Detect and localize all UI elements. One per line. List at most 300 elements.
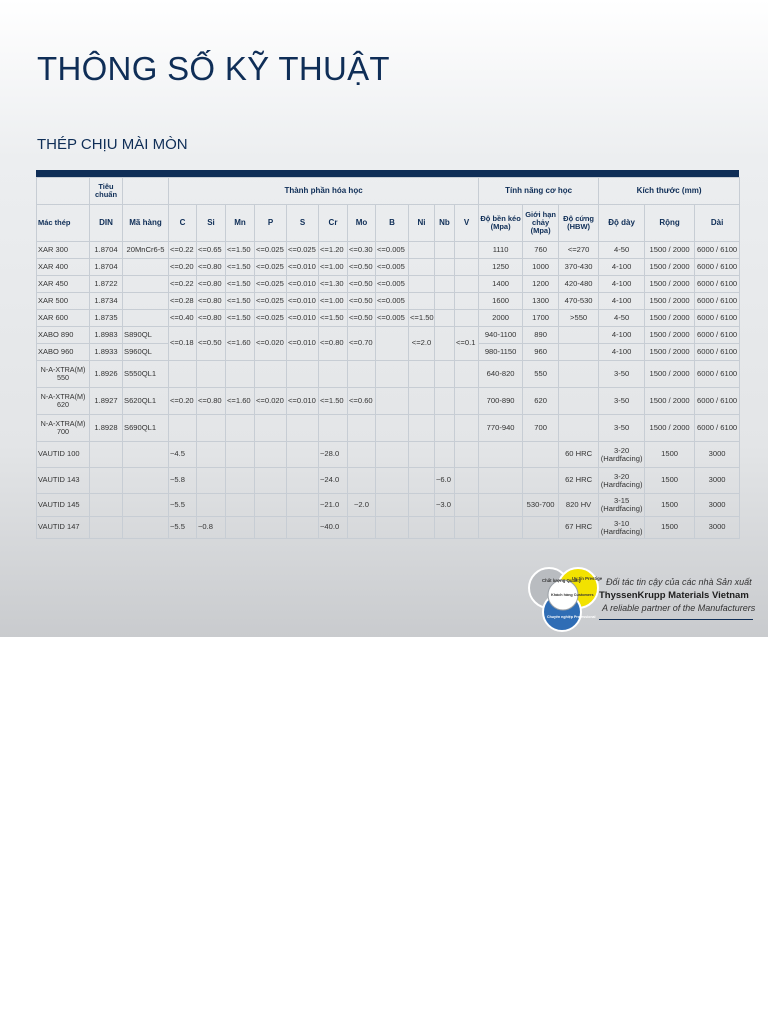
cell-ni [409, 259, 435, 276]
col-grade: Mác thép [37, 205, 90, 242]
cell-c: <=0.20 [169, 259, 197, 276]
cell-v [455, 442, 479, 468]
cell-din: 1.8704 [90, 259, 123, 276]
cell-c: ~4.5 [169, 442, 197, 468]
cell-s [287, 468, 319, 494]
cell-code: S620QL1 [123, 388, 169, 415]
cell-s [287, 442, 319, 468]
table-row [37, 494, 740, 517]
cell-cr [319, 361, 348, 388]
cell-tensile: 2000 [479, 310, 523, 327]
cell-length: 6000 / 6100 [695, 388, 740, 415]
cell-v [455, 494, 479, 517]
cell-din: 1.8983 [90, 327, 123, 344]
cell-p: <=0.025 [255, 293, 287, 310]
cell-hardness: 60 HRC [559, 442, 599, 468]
cell-code [123, 276, 169, 293]
cell-hardness: 470-530 [559, 293, 599, 310]
col-din: DIN [90, 205, 123, 242]
cell-cr [319, 415, 348, 442]
header-composition: Thành phần hóa học [169, 178, 479, 205]
cell-p [255, 494, 287, 517]
cell-nb [435, 259, 455, 276]
cell-tensile: 1250 [479, 259, 523, 276]
cell-yield: 700 [523, 415, 559, 442]
table-row [37, 442, 740, 468]
col-cr: Cr [319, 205, 348, 242]
col-mo: Mo [348, 205, 376, 242]
col-length: Dài [695, 205, 740, 242]
cell-nb [435, 442, 455, 468]
cell-hardness: 62 HRC [559, 468, 599, 494]
cell-mo: ~2.0 [348, 494, 376, 517]
cell-tensile [479, 494, 523, 517]
cell-width: 1500 / 2000 [645, 388, 695, 415]
cell-nb: ~6.0 [435, 468, 455, 494]
tagline-english: A reliable partner of the Manufacturers [602, 603, 756, 613]
cell-thickness: 4-100 [599, 276, 645, 293]
cell-c: <=0.22 [169, 242, 197, 259]
header-blank [37, 178, 90, 205]
cell-code [123, 494, 169, 517]
cell-code [123, 259, 169, 276]
col-code: Mã hàng [123, 205, 169, 242]
cell-c: <=0.28 [169, 293, 197, 310]
cell-yield: 1000 [523, 259, 559, 276]
cell-grade: N-A-XTRA(M) 700 [37, 415, 90, 442]
cell-width: 1500 / 2000 [645, 310, 695, 327]
cell-thickness: 3-15 (Hardfacing) [599, 494, 645, 517]
cell-c: <=0.20 [169, 388, 197, 415]
cell-s: <=0.010 [287, 276, 319, 293]
cell-b [376, 517, 409, 539]
cell-yield: 760 [523, 242, 559, 259]
cell-thickness: 3-50 [599, 415, 645, 442]
cell-v [455, 259, 479, 276]
cell-mo [348, 415, 376, 442]
cell-width: 1500 / 2000 [645, 344, 695, 361]
cell-code [123, 442, 169, 468]
cell-length: 6000 / 6100 [695, 310, 740, 327]
col-c: C [169, 205, 197, 242]
cell-tensile: 1110 [479, 242, 523, 259]
cell-cr: ~28.0 [319, 442, 348, 468]
cell-mo: <=0.50 [348, 310, 376, 327]
cell-ni [409, 388, 435, 415]
cell-s: <=0.010 [287, 259, 319, 276]
cell-p: <=0.020 [255, 388, 287, 415]
cell-tensile: 640-820 [479, 361, 523, 388]
cell-tensile [479, 468, 523, 494]
cell-yield [523, 442, 559, 468]
cell-width: 1500 [645, 468, 695, 494]
cell-ni [409, 361, 435, 388]
cell-v [455, 468, 479, 494]
cell-b [376, 327, 409, 361]
cell-mo: <=0.50 [348, 276, 376, 293]
cell-code: S690QL1 [123, 415, 169, 442]
cell-mn [226, 494, 255, 517]
cell-din: 1.8933 [90, 344, 123, 361]
table-row [37, 327, 740, 344]
table-row [37, 361, 740, 388]
header-row-group [37, 178, 740, 205]
cell-p: <=0.025 [255, 276, 287, 293]
cell-mo: <=0.50 [348, 293, 376, 310]
cell-s [287, 494, 319, 517]
cell-din [90, 442, 123, 468]
cell-din: 1.8926 [90, 361, 123, 388]
cell-thickness: 4-100 [599, 344, 645, 361]
cell-grade: XABO 960 [37, 344, 90, 361]
header-blank-code [123, 178, 169, 205]
cell-grade: XAR 300 [37, 242, 90, 259]
cell-thickness: 3-20 (Hardfacing) [599, 442, 645, 468]
cell-c [169, 361, 197, 388]
col-ni: Ni [409, 205, 435, 242]
cell-thickness: 4-100 [599, 259, 645, 276]
cell-mo [348, 361, 376, 388]
spec-table [36, 177, 740, 539]
cell-din: 1.8704 [90, 242, 123, 259]
cell-grade: N-A-XTRA(M) 620 [37, 388, 90, 415]
cell-ni [409, 494, 435, 517]
cell-din: 1.8735 [90, 310, 123, 327]
cell-c: <=0.18 [169, 327, 197, 361]
cell-hardness: 820 HV [559, 494, 599, 517]
cell-si [197, 494, 226, 517]
cell-hardness [559, 415, 599, 442]
cell-width: 1500 / 2000 [645, 327, 695, 344]
cell-mn: <=1.50 [226, 242, 255, 259]
cell-tensile: 700-890 [479, 388, 523, 415]
cell-tensile [479, 442, 523, 468]
cell-v [455, 517, 479, 539]
cell-width: 1500 [645, 442, 695, 468]
cell-v [455, 293, 479, 310]
cell-hardness: 370-430 [559, 259, 599, 276]
cell-c: ~5.5 [169, 517, 197, 539]
cell-yield [523, 468, 559, 494]
cell-p: <=0.025 [255, 259, 287, 276]
cell-yield: 960 [523, 344, 559, 361]
cell-width: 1500 [645, 517, 695, 539]
cell-nb [435, 388, 455, 415]
cell-yield: 620 [523, 388, 559, 415]
cell-hardness: >550 [559, 310, 599, 327]
cell-thickness: 4-50 [599, 310, 645, 327]
cell-grade: XABO 890 [37, 327, 90, 344]
cell-mo: <=0.50 [348, 259, 376, 276]
cell-p [255, 468, 287, 494]
cell-length: 6000 / 6100 [695, 276, 740, 293]
cell-mn: <=1.50 [226, 276, 255, 293]
cell-length: 6000 / 6100 [695, 415, 740, 442]
cell-tensile: 1600 [479, 293, 523, 310]
cell-v [455, 276, 479, 293]
cell-cr: <=1.20 [319, 242, 348, 259]
cell-c: <=0.22 [169, 276, 197, 293]
company-name: ThyssenKrupp Materials Vietnam [599, 590, 749, 601]
cell-cr: ~40.0 [319, 517, 348, 539]
cell-yield: 890 [523, 327, 559, 344]
cell-nb: ~3.0 [435, 494, 455, 517]
col-nb: Nb [435, 205, 455, 242]
table-row [37, 293, 740, 310]
logo-prestige-text: Uy tín Prestige [572, 576, 603, 581]
cell-length: 6000 / 6100 [695, 293, 740, 310]
header-row-columns [37, 205, 740, 242]
cell-yield: 1700 [523, 310, 559, 327]
cell-b [376, 442, 409, 468]
cell-grade: XAR 400 [37, 259, 90, 276]
cell-nb [435, 242, 455, 259]
cell-width: 1500 / 2000 [645, 293, 695, 310]
cell-v [455, 388, 479, 415]
cell-s: <=0.010 [287, 293, 319, 310]
cell-tensile: 770-940 [479, 415, 523, 442]
cell-mo: <=0.60 [348, 388, 376, 415]
cell-p: <=0.025 [255, 310, 287, 327]
cell-p [255, 361, 287, 388]
cell-width: 1500 / 2000 [645, 415, 695, 442]
cell-yield: 1200 [523, 276, 559, 293]
cell-mo [348, 468, 376, 494]
cell-din [90, 517, 123, 539]
cell-tensile: 1400 [479, 276, 523, 293]
cell-mn [226, 415, 255, 442]
cell-ni [409, 415, 435, 442]
cell-p: <=0.025 [255, 242, 287, 259]
cell-mn [226, 442, 255, 468]
cell-s [287, 361, 319, 388]
cell-mo: <=0.30 [348, 242, 376, 259]
cell-nb [435, 415, 455, 442]
cell-si: <=0.65 [197, 242, 226, 259]
cell-thickness: 3-10 (Hardfacing) [599, 517, 645, 539]
cell-si [197, 468, 226, 494]
cell-code: 20MnCr6-5 [123, 242, 169, 259]
cell-thickness: 4-100 [599, 293, 645, 310]
cell-cr: ~24.0 [319, 468, 348, 494]
cell-width: 1500 / 2000 [645, 361, 695, 388]
cell-p [255, 442, 287, 468]
cell-nb [435, 310, 455, 327]
cell-si: <=0.80 [197, 388, 226, 415]
cell-si: <=0.80 [197, 310, 226, 327]
cell-mn [226, 361, 255, 388]
cell-ni [409, 293, 435, 310]
cell-ni [409, 517, 435, 539]
cell-yield: 550 [523, 361, 559, 388]
cell-tensile: 940-1100 [479, 327, 523, 344]
cell-length: 6000 / 6100 [695, 361, 740, 388]
cell-mn: <=1.50 [226, 310, 255, 327]
header-mechanical: Tính năng cơ học [479, 178, 599, 205]
cell-hardness [559, 388, 599, 415]
cell-cr: <=1.00 [319, 259, 348, 276]
cell-mn: <=1.50 [226, 259, 255, 276]
header-dimensions: Kích thước (mm) [599, 178, 740, 205]
page-title: THÔNG SỐ KỸ THUẬT [37, 50, 390, 87]
cell-code: S960QL [123, 344, 169, 361]
cell-grade: N-A-XTRA(M) 550 [37, 361, 90, 388]
cell-nb [435, 517, 455, 539]
cell-hardness [559, 344, 599, 361]
table-row [37, 276, 740, 293]
cell-p: <=0.020 [255, 327, 287, 361]
cell-yield: 1300 [523, 293, 559, 310]
cell-si [197, 361, 226, 388]
cell-cr: <=1.50 [319, 388, 348, 415]
table-row [37, 242, 740, 259]
table-top-bar [36, 170, 739, 177]
tagline-vietnamese: Đối tác tin cậy của các nhà Sản xuất [606, 577, 752, 587]
cell-grade: XAR 600 [37, 310, 90, 327]
cell-din: 1.8722 [90, 276, 123, 293]
col-mn: Mn [226, 205, 255, 242]
cell-mn: <=1.60 [226, 327, 255, 361]
cell-thickness: 4-100 [599, 327, 645, 344]
logo-customers-text: Khách hàng Customers [551, 593, 594, 597]
cell-cr: ~21.0 [319, 494, 348, 517]
cell-thickness: 3-50 [599, 388, 645, 415]
table-row [37, 415, 740, 442]
table-row [37, 259, 740, 276]
cell-length: 6000 / 6100 [695, 344, 740, 361]
header-standard: Tiêu chuẩn [90, 178, 123, 205]
cell-s: <=0.025 [287, 242, 319, 259]
cell-length: 3000 [695, 442, 740, 468]
cell-si [197, 442, 226, 468]
cell-b [376, 415, 409, 442]
col-width: Rộng [645, 205, 695, 242]
logo-quality-text: Chất lượng Quality [542, 578, 582, 583]
cell-cr: <=1.50 [319, 310, 348, 327]
cell-nb [435, 276, 455, 293]
cell-b [376, 494, 409, 517]
cell-p [255, 415, 287, 442]
cell-si: <=0.80 [197, 276, 226, 293]
cell-nb [435, 293, 455, 310]
cell-din [90, 468, 123, 494]
cell-v: <=0.1 [455, 327, 479, 361]
cell-mn: <=1.50 [226, 293, 255, 310]
table-row [37, 310, 740, 327]
cell-yield: 530-700 [523, 494, 559, 517]
cell-code [123, 517, 169, 539]
cell-code: S890QL [123, 327, 169, 344]
cell-width: 1500 [645, 494, 695, 517]
cell-hardness [559, 361, 599, 388]
col-p: P [255, 205, 287, 242]
col-s: S [287, 205, 319, 242]
cell-si: <=0.50 [197, 327, 226, 361]
cell-hardness [559, 327, 599, 344]
cell-s: <=0.010 [287, 327, 319, 361]
cell-hardness: <=270 [559, 242, 599, 259]
cell-c: ~5.5 [169, 494, 197, 517]
cell-si: <=0.80 [197, 259, 226, 276]
cell-grade: XAR 450 [37, 276, 90, 293]
cell-din: 1.8928 [90, 415, 123, 442]
cell-mo [348, 517, 376, 539]
table-row [37, 468, 740, 494]
cell-b [376, 361, 409, 388]
page-subtitle: THÉP CHỊU MÀI MÒN [37, 136, 188, 153]
cell-hardness: 420-480 [559, 276, 599, 293]
cell-mo [348, 442, 376, 468]
cell-width: 1500 / 2000 [645, 242, 695, 259]
cell-cr: <=0.80 [319, 327, 348, 361]
cell-code [123, 293, 169, 310]
cell-cr: <=1.30 [319, 276, 348, 293]
cell-si: <=0.80 [197, 293, 226, 310]
col-tensile: Độ bền kéo (Mpa) [479, 205, 523, 242]
cell-yield [523, 517, 559, 539]
cell-mn [226, 517, 255, 539]
table-row [37, 517, 740, 539]
cell-b: <=0.005 [376, 276, 409, 293]
cell-length: 6000 / 6100 [695, 327, 740, 344]
cell-c: <=0.40 [169, 310, 197, 327]
cell-thickness: 3-50 [599, 361, 645, 388]
cell-din [90, 494, 123, 517]
cell-ni [409, 276, 435, 293]
cell-code: S550QL1 [123, 361, 169, 388]
cell-b: <=0.005 [376, 310, 409, 327]
cell-tensile: 980-1150 [479, 344, 523, 361]
tagline-divider [599, 619, 753, 620]
cell-length: 6000 / 6100 [695, 242, 740, 259]
col-si: Si [197, 205, 226, 242]
cell-ni: <=2.0 [409, 327, 435, 361]
col-hardness: Độ cứng (HBW) [559, 205, 599, 242]
col-yield: Giới hạn chảy (Mpa) [523, 205, 559, 242]
cell-length: 3000 [695, 494, 740, 517]
cell-length: 3000 [695, 517, 740, 539]
cell-thickness: 3-20 (Hardfacing) [599, 468, 645, 494]
cell-code [123, 310, 169, 327]
cell-width: 1500 / 2000 [645, 276, 695, 293]
col-thickness: Độ dày [599, 205, 645, 242]
cell-v [455, 361, 479, 388]
cell-v [455, 415, 479, 442]
col-b: B [376, 205, 409, 242]
cell-si: ~0.8 [197, 517, 226, 539]
cell-ni [409, 442, 435, 468]
cell-code [123, 468, 169, 494]
cell-width: 1500 / 2000 [645, 259, 695, 276]
cell-b: <=0.005 [376, 293, 409, 310]
cell-b [376, 388, 409, 415]
cell-s [287, 415, 319, 442]
cell-mo: <=0.70 [348, 327, 376, 361]
cell-din: 1.8927 [90, 388, 123, 415]
cell-s: <=0.010 [287, 388, 319, 415]
cell-grade: VAUTID 100 [37, 442, 90, 468]
cell-c: ~5.8 [169, 468, 197, 494]
cell-cr: <=1.00 [319, 293, 348, 310]
table-row [37, 388, 740, 415]
cell-p [255, 517, 287, 539]
cell-ni [409, 242, 435, 259]
cell-b: <=0.005 [376, 259, 409, 276]
cell-nb [435, 327, 455, 361]
cell-b [376, 468, 409, 494]
col-v: V [455, 205, 479, 242]
cell-si [197, 415, 226, 442]
